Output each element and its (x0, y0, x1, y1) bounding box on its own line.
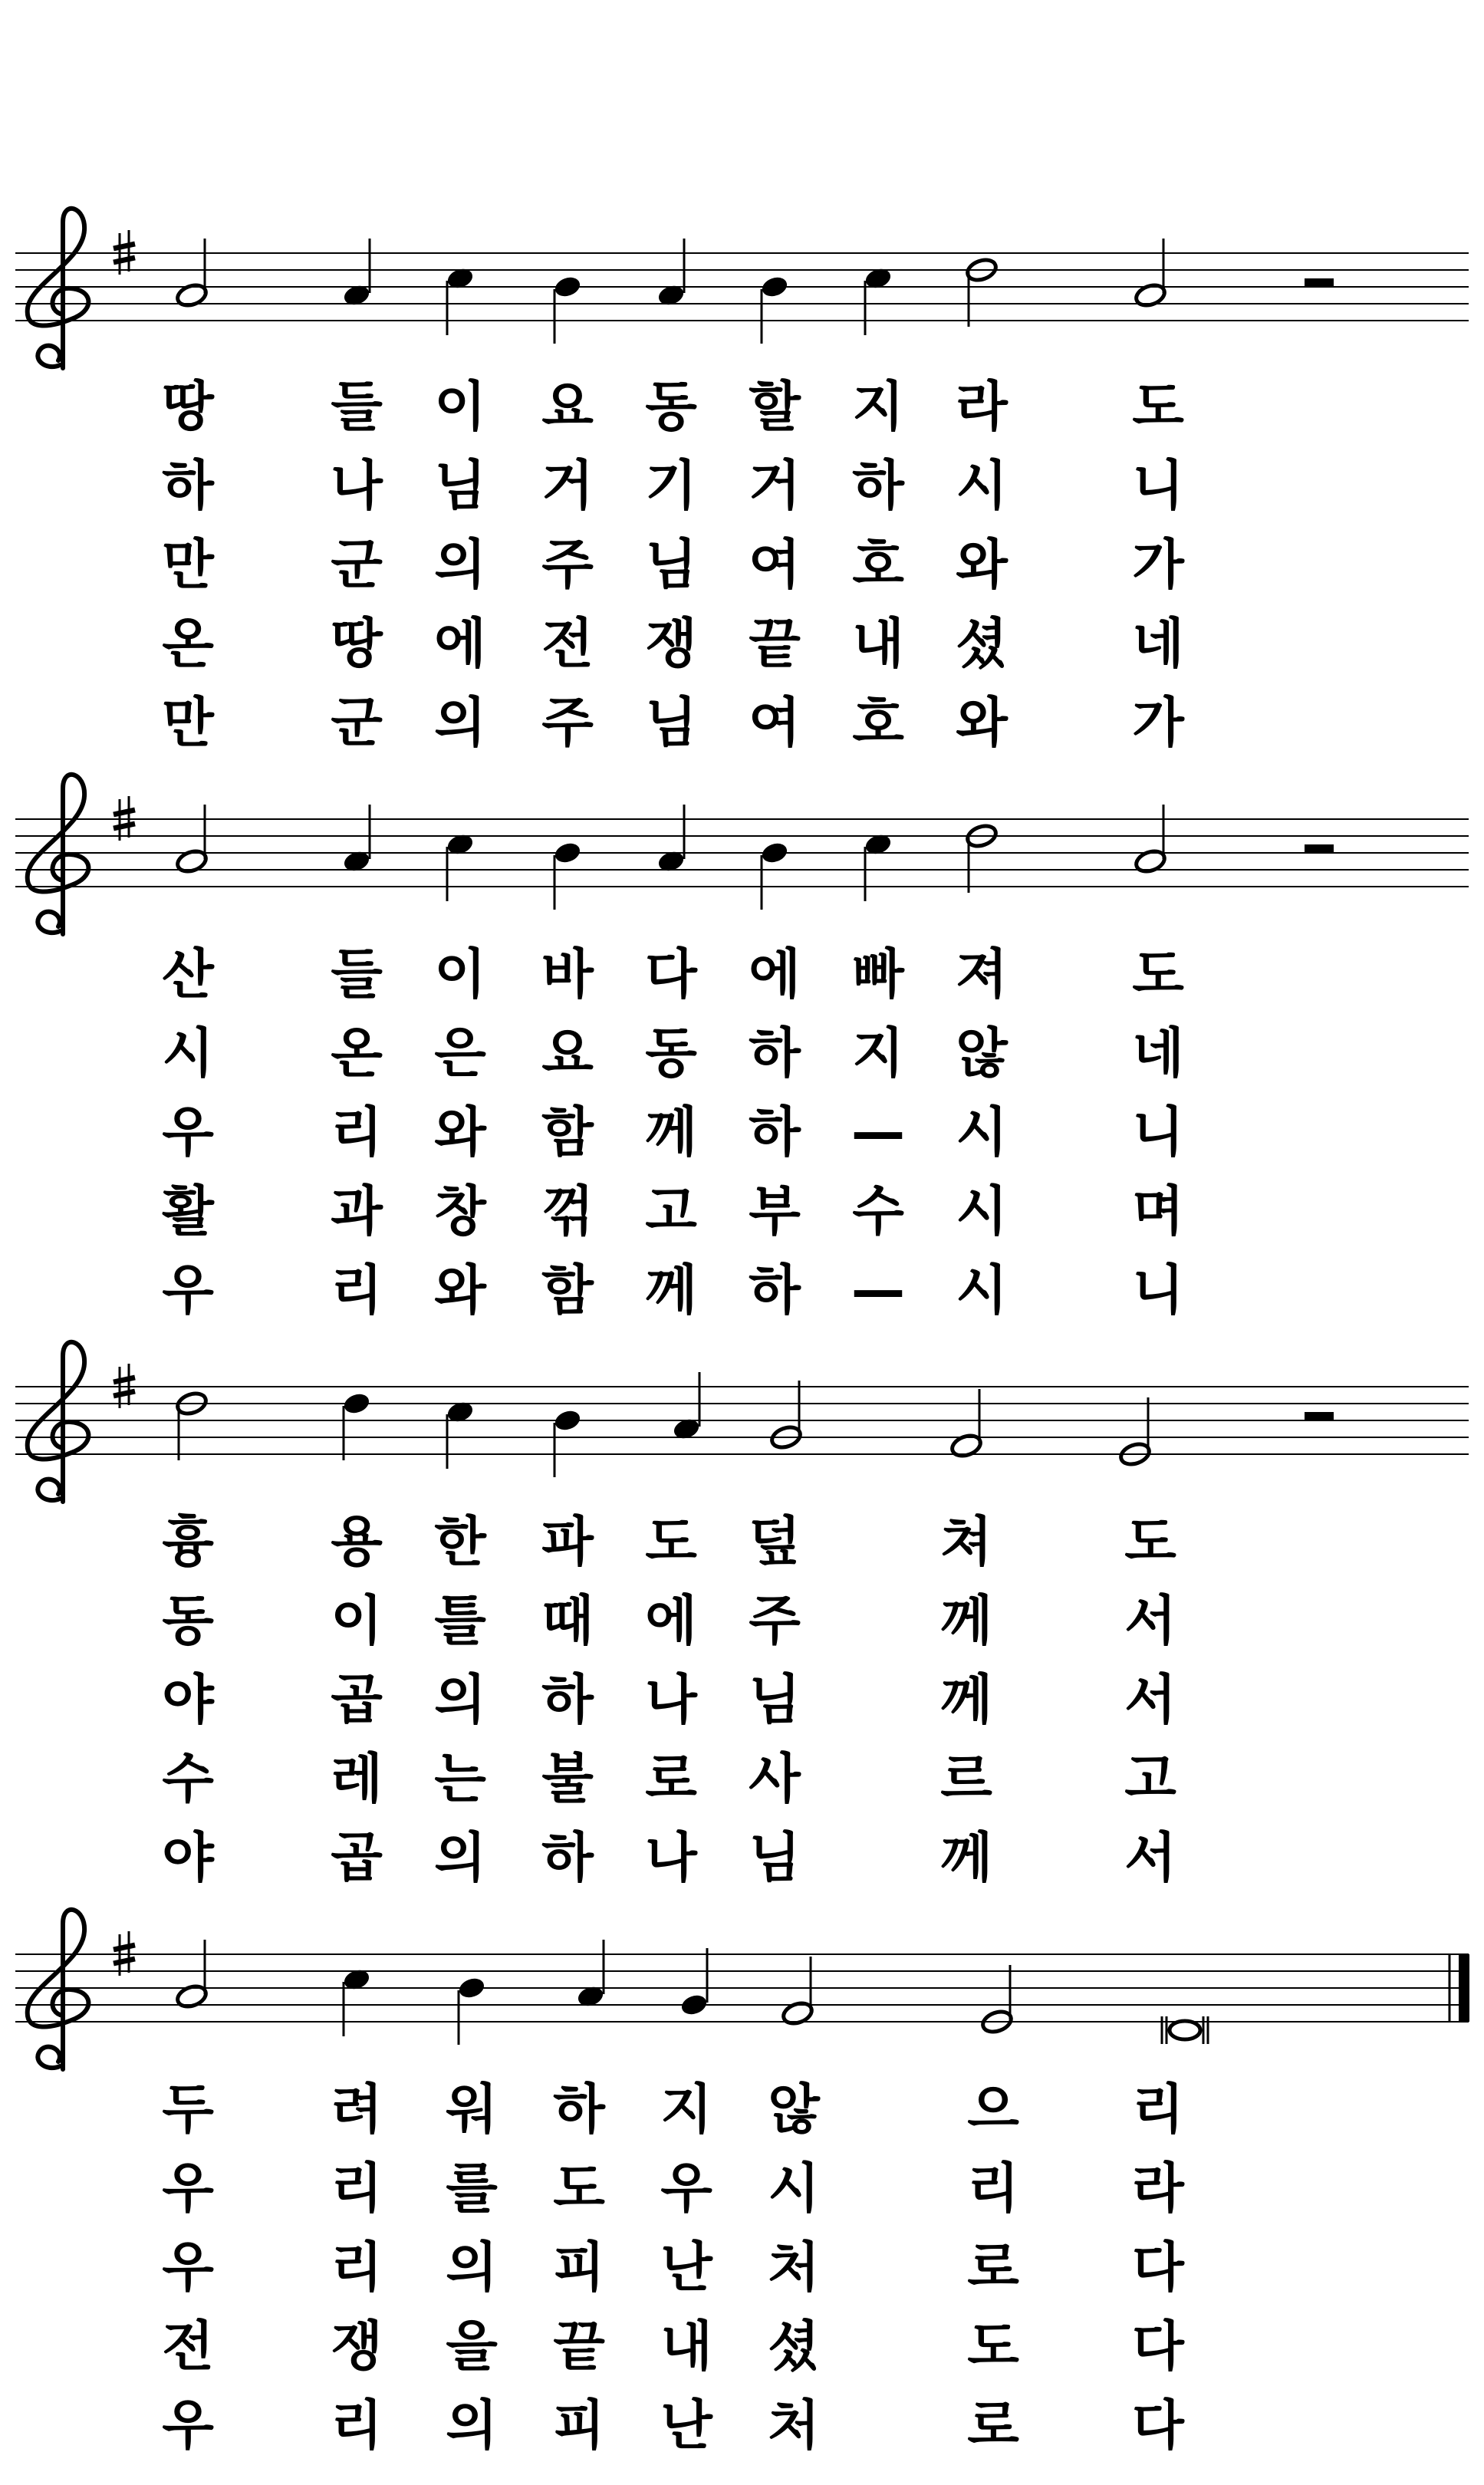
lyric-syllable: 활 (162, 1180, 214, 1242)
lyric-syllable: 부 (749, 1180, 801, 1242)
lyric-syllable: 셨 (768, 2315, 820, 2378)
lyric-syllable: 로 (967, 2236, 1019, 2299)
lyric-syllable: 네 (1132, 612, 1184, 675)
lyric-syllable: 여 (749, 691, 801, 754)
lyric-syllable: 피 (553, 2394, 605, 2457)
lyric-syllable: 우 (162, 1101, 214, 1164)
lyric-syllable: 나 (331, 454, 383, 517)
lyric-syllable: 리 (331, 1101, 383, 1164)
lyric-syllable: 두 (162, 2078, 214, 2141)
lyric-syllable: 쟁 (645, 612, 697, 675)
lyric-syllable: 끝 (749, 612, 801, 675)
lyric-syllable: 요 (541, 375, 594, 438)
lyric-syllable: 우 (162, 2394, 214, 2457)
lyric-syllable: 전 (162, 2315, 214, 2378)
lyric-syllable: 창 (434, 1180, 486, 1242)
lyric-syllable: 의 (434, 533, 486, 596)
lyric-syllable: 님 (749, 1668, 801, 1731)
lyric-syllable: 함 (541, 1259, 594, 1321)
lyric-syllable: 거 (541, 454, 594, 517)
lyric-syllable: 와 (956, 691, 1008, 754)
lyric-syllable: 빠 (852, 943, 904, 1006)
lyric-syllable: 야 (162, 1668, 214, 1731)
lyric-syllable: 하 (553, 2078, 605, 2141)
lyric-syllable: 시 (956, 1101, 1008, 1164)
lyric-syllable: — (851, 1259, 905, 1321)
lyric-syllable: 땅 (331, 612, 383, 675)
lyric-syllable: 리 (331, 2157, 383, 2220)
lyric-syllable: 네 (1132, 1022, 1184, 1085)
lyric-syllable: 온 (162, 612, 214, 675)
lyric-syllable: 우 (162, 2157, 214, 2220)
lyric-syllable: 하 (749, 1259, 801, 1321)
lyric-syllable: 하 (749, 1022, 801, 1085)
lyric-syllable: 시 (768, 2157, 820, 2220)
lyric-syllable: 시 (956, 454, 1008, 517)
lyric-syllable: 의 (434, 1668, 486, 1731)
lyric-syllable: 산 (162, 943, 214, 1006)
lyric-syllable: 거 (749, 454, 801, 517)
lyric-syllable: 군 (331, 691, 383, 754)
lyric-syllable: 로 (967, 2394, 1019, 2457)
lyric-syllable: 쳐 (940, 1510, 992, 1573)
lyric-syllable: 님 (749, 1826, 801, 1889)
lyric-syllable: 함 (541, 1101, 594, 1164)
lyric-syllable: 르 (940, 1747, 992, 1810)
lyric-syllable: 용 (331, 1510, 383, 1573)
lyric-syllable: 지 (660, 2078, 712, 2141)
lyric-syllable: 다 (645, 943, 697, 1006)
lyric-syllable: 주 (541, 533, 594, 596)
lyric-syllable: 와 (956, 533, 1008, 596)
lyric-syllable: 고 (645, 1180, 697, 1242)
lyric-syllable: 사 (749, 1747, 801, 1810)
lyric-syllable: 으 (967, 2078, 1019, 2141)
lyric-syllable: 의 (434, 1826, 486, 1889)
lyric-syllable: 들 (331, 943, 383, 1006)
lyric-syllable: 에 (749, 943, 801, 1006)
lyric-syllable: 피 (553, 2236, 605, 2299)
lyric-syllable: 온 (331, 1022, 383, 1085)
lyric-syllable: 꺾 (541, 1180, 594, 1242)
lyric-syllable: 리 (967, 2157, 1019, 2220)
lyric-syllable: 여 (749, 533, 801, 596)
lyric-syllable: 을 (446, 2315, 498, 2378)
lyric-syllable: 에 (434, 612, 486, 675)
lyric-syllable: 니 (1132, 1259, 1184, 1321)
lyric-syllable: 도 (967, 2315, 1019, 2378)
lyric-syllable: 군 (331, 533, 383, 596)
lyric-syllable: 동 (645, 1022, 697, 1085)
lyric-syllable: 시 (956, 1180, 1008, 1242)
lyric-syllable: 틀 (434, 1589, 486, 1652)
lyric-syllable: 동 (645, 375, 697, 438)
lyric-syllable: 님 (645, 533, 697, 596)
lyric-syllable: 만 (162, 691, 214, 754)
lyric-syllable: 주 (749, 1589, 801, 1652)
lyric-syllable: 에 (645, 1589, 697, 1652)
lyric-syllable: 가 (1132, 691, 1184, 754)
lyric-syllable: 때 (541, 1589, 594, 1652)
lyric-syllable: 이 (434, 943, 486, 1006)
lyric-syllable: 야 (162, 1826, 214, 1889)
lyric-syllable: 지 (852, 1022, 904, 1085)
lyric-syllable: 나 (645, 1668, 697, 1731)
lyric-syllable: 도 (1124, 1510, 1176, 1573)
lyric-syllable: 께 (645, 1101, 697, 1164)
lyric-syllable: 들 (331, 375, 383, 438)
lyric-syllable: 서 (1124, 1826, 1176, 1889)
lyric-syllable: 져 (956, 943, 1008, 1006)
lyric-syllable: 않 (768, 2078, 820, 2141)
lyric-syllable: 의 (446, 2236, 498, 2299)
lyric-syllable: 흉 (162, 1510, 214, 1573)
lyric-syllable: 땅 (162, 375, 214, 438)
lyric-syllable: 할 (749, 375, 801, 438)
lyric-syllable: 서 (1124, 1589, 1176, 1652)
lyric-syllable: 님 (434, 454, 486, 517)
lyric-syllable: 우 (162, 1259, 214, 1321)
lyric-syllable: 하 (749, 1101, 801, 1164)
lyric-syllable: 리 (1132, 2078, 1184, 2141)
lyric-syllable: 려 (331, 2078, 383, 2141)
lyric-syllable: 한 (434, 1510, 486, 1573)
lyric-syllable: 이 (331, 1589, 383, 1652)
lyric-syllable: 동 (162, 1589, 214, 1652)
lyric-syllable: 며 (1132, 1180, 1184, 1242)
lyric-syllable: 지 (852, 375, 904, 438)
lyric-syllable: 처 (768, 2236, 820, 2299)
lyric-syllable: 수 (852, 1180, 904, 1242)
lyric-syllable: 우 (660, 2157, 712, 2220)
lyric-syllable: 도 (1132, 943, 1184, 1006)
lyric-syllable: 리 (331, 1259, 383, 1321)
lyric-syllable: 리 (331, 2236, 383, 2299)
lyric-syllable: 나 (645, 1826, 697, 1889)
lyric-syllable: 않 (956, 1022, 1008, 1085)
lyric-syllable: 은 (434, 1022, 486, 1085)
lyric-syllable: 님 (645, 691, 697, 754)
lyric-syllable: 와 (434, 1259, 486, 1321)
lyric-syllable: 쟁 (331, 2315, 383, 2378)
lyric-syllable: 시 (956, 1259, 1008, 1321)
lyric-syllable: 바 (541, 943, 594, 1006)
lyric-syllable: 도 (645, 1510, 697, 1573)
lyric-syllable: 호 (852, 691, 904, 754)
lyric-syllable: 리 (331, 2394, 383, 2457)
lyric-syllable: 요 (541, 1022, 594, 1085)
lyric-syllable: 께 (940, 1668, 992, 1731)
lyric-syllable: 전 (541, 612, 594, 675)
lyric-syllable: 하 (162, 454, 214, 517)
lyric-syllable: 레 (331, 1747, 383, 1810)
lyric-syllable: 와 (434, 1101, 486, 1164)
lyric-syllable: 수 (162, 1747, 214, 1810)
lyric-syllable: 내 (852, 612, 904, 675)
lyric-syllable: 우 (162, 2236, 214, 2299)
lyric-syllable: — (851, 1101, 905, 1164)
lyric-syllable: 는 (434, 1747, 486, 1810)
lyric-syllable: 를 (446, 2157, 498, 2220)
lyric-syllable: 라 (1132, 2157, 1184, 2220)
lyric-syllable: 곱 (331, 1668, 383, 1731)
lyric-syllable: 기 (645, 454, 697, 517)
lyric-syllable: 덮 (749, 1510, 801, 1573)
lyric-syllable: 다 (1132, 2394, 1184, 2457)
lyric-syllable: 처 (768, 2394, 820, 2457)
lyric-syllable: 께 (940, 1589, 992, 1652)
lyric-syllable: 도 (553, 2157, 605, 2220)
lyric-syllable: 니 (1132, 1101, 1184, 1164)
lyric-syllable: 가 (1132, 533, 1184, 596)
lyric-syllable: 라 (956, 375, 1008, 438)
lyric-syllable: 내 (660, 2315, 712, 2378)
lyric-syllable: 곱 (331, 1826, 383, 1889)
lyric-syllable: 의 (446, 2394, 498, 2457)
lyric-syllable: 난 (660, 2394, 712, 2457)
lyric-syllable: 난 (660, 2236, 712, 2299)
lyric-syllable: 워 (446, 2078, 498, 2141)
lyric-syllable: 셨 (956, 612, 1008, 675)
lyric-syllable: 하 (852, 454, 904, 517)
lyric-syllable: 만 (162, 533, 214, 596)
lyric-syllable: 로 (645, 1747, 697, 1810)
lyric-syllable: 이 (434, 375, 486, 438)
lyric-syllable: 께 (645, 1259, 697, 1321)
lyric-syllable: 과 (331, 1180, 383, 1242)
lyric-syllable: 니 (1132, 454, 1184, 517)
lyric-syllable: 하 (541, 1826, 594, 1889)
lyric-syllable: 의 (434, 691, 486, 754)
lyric-syllable: 호 (852, 533, 904, 596)
lyric-syllable: 파 (541, 1510, 594, 1573)
lyric-syllable: 서 (1124, 1668, 1176, 1731)
lyric-syllable: 도 (1132, 375, 1184, 438)
lyric-syllable: 다 (1132, 2315, 1184, 2378)
lyric-syllable: 끝 (553, 2315, 605, 2378)
lyric-syllable: 시 (162, 1022, 214, 1085)
lyric-syllable: 고 (1124, 1747, 1176, 1810)
lyric-syllable: 다 (1132, 2236, 1184, 2299)
lyric-syllable: 하 (541, 1668, 594, 1731)
lyric-syllable: 께 (940, 1826, 992, 1889)
lyric-syllable: 주 (541, 691, 594, 754)
lyric-syllable: 불 (541, 1747, 594, 1810)
